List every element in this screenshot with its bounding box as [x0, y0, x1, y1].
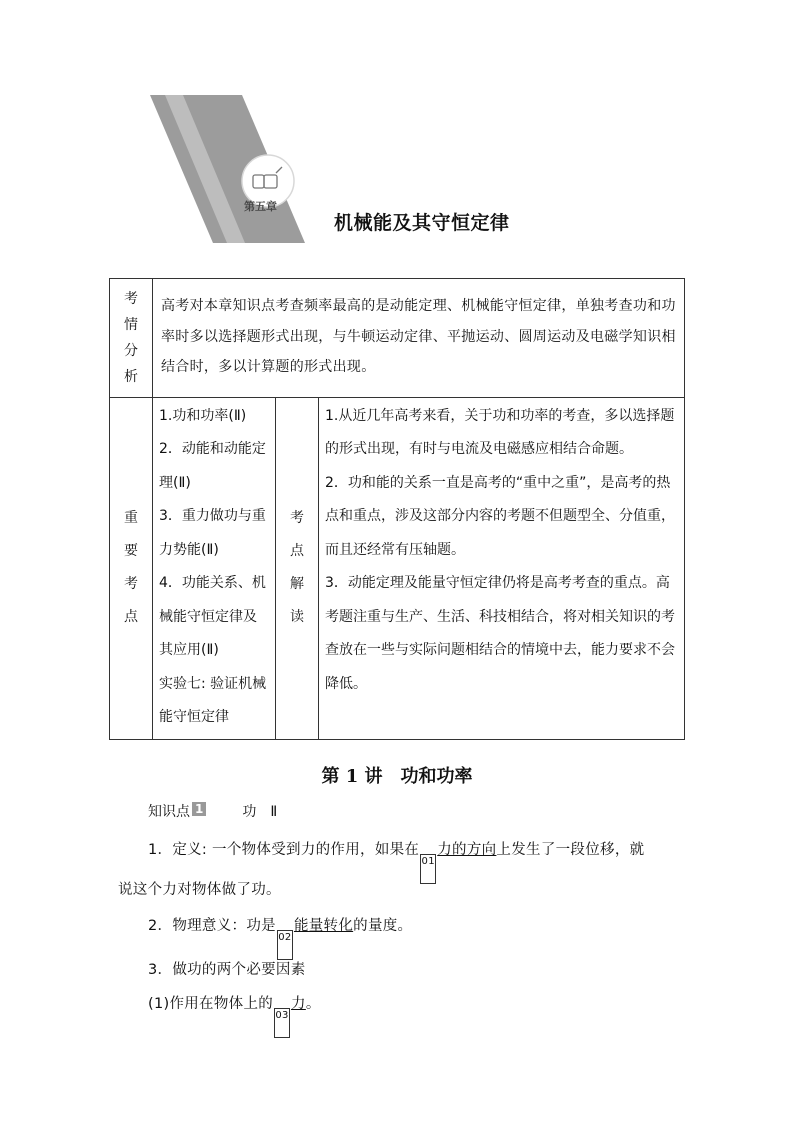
key-points-row — [110, 397, 685, 739]
interpretation-header — [276, 397, 319, 739]
interpretation-item: 1.从近几年高考来看，关于功和功率的考查，多以选择题的形式出现，有时与电流及电磁感应相结合命题。 — [325, 407, 675, 457]
analysis-text: 高考对本章知识点考查频率最高的是动能定理、机械能守恒定律，单独考查功和功率时多以选择题形式出现，与牛顿运动定律、平抛运动、圆周运动及电磁学知识相结合时，多以计算题的形式出现。 — [153, 279, 685, 398]
header-char: 考 — [124, 290, 138, 307]
paragraph-meaning — [148, 914, 412, 960]
chapter-banner-graphic — [145, 95, 315, 245]
paragraph-factors: 3．做功的两个必要因素 — [148, 962, 306, 978]
header-char: 析 — [124, 368, 138, 385]
knowledge-point-label: 知识点 — [148, 804, 190, 820]
interpretation-item: 3．动能定理及能量守恒定律仍将是高考考查的重点。高考题注重与生产、生活、科技相结合，将对相关知识的考查放在一些与实际问题相结合的情境中去，能力要求不会降低。 — [325, 575, 675, 692]
header-char: 分 — [124, 342, 138, 359]
analysis-header — [110, 279, 153, 398]
knowledge-point-name: 功 Ⅱ — [242, 804, 278, 820]
key-point-item: 3．重力做功与重力势能(Ⅱ) — [159, 508, 266, 558]
header-char: 重 — [124, 510, 138, 526]
chapter-banner — [145, 95, 315, 245]
interpretation-text — [319, 397, 685, 739]
analysis-row — [110, 279, 685, 398]
header-char: 解 — [290, 576, 304, 592]
header-char: 情 — [124, 316, 138, 333]
header-char: 点 — [124, 609, 138, 625]
key-point-item: 1.功和功率(Ⅱ) — [159, 407, 247, 424]
header-char: 点 — [290, 543, 304, 559]
answer-text: 力的方向 — [437, 842, 497, 858]
text: 的量度。 — [353, 918, 413, 934]
knowledge-point-number: 1 — [192, 802, 206, 816]
text: 。 — [305, 996, 321, 1012]
chapter-title: 机械能及其守恒定律 — [334, 212, 510, 234]
answer-text: 力 — [291, 996, 306, 1012]
key-points-header — [110, 397, 153, 739]
header-char: 考 — [290, 510, 304, 526]
answer-blank: 03 — [274, 1008, 290, 1038]
knowledge-point-heading — [148, 801, 277, 821]
paragraph-definition-cont: 说这个力对物体做了功。 — [118, 882, 281, 898]
header-char: 读 — [290, 609, 304, 625]
text: 上发生了一段位移，就 — [496, 842, 645, 858]
key-points-list — [153, 397, 276, 739]
text: 2．物理意义：功是 — [148, 918, 276, 934]
interpretation-item: 2．功和能的关系一直是高考的“重中之重”，是高考的热点和重点，涉及这部分内容的考题不但题型全、分值重，而且还经常有压轴题。 — [325, 474, 675, 558]
exam-analysis-table — [109, 278, 685, 740]
answer-text: 能量转化 — [293, 918, 354, 934]
paragraph-factor-1 — [148, 992, 321, 1038]
chapter-badge: 第五章 — [244, 200, 277, 213]
key-point-item: 实验七: 验证机械能守恒定律 — [159, 675, 267, 725]
text: 1．定义: 一个物体受到力的作用，如果在 — [148, 842, 420, 858]
header-char: 考 — [124, 576, 138, 592]
key-point-item: 4．功能关系、机械能守恒定律及其应用(Ⅱ) — [159, 575, 266, 658]
header-char: 要 — [124, 543, 138, 559]
key-point-item: 2．动能和动能定理(Ⅱ) — [159, 441, 266, 491]
lecture-title: 第 1 讲 功和功率 — [321, 766, 473, 787]
answer-blank: 01 — [420, 854, 436, 884]
text: (1)作用在物体上的 — [148, 996, 274, 1012]
answer-blank: 02 — [277, 930, 293, 960]
